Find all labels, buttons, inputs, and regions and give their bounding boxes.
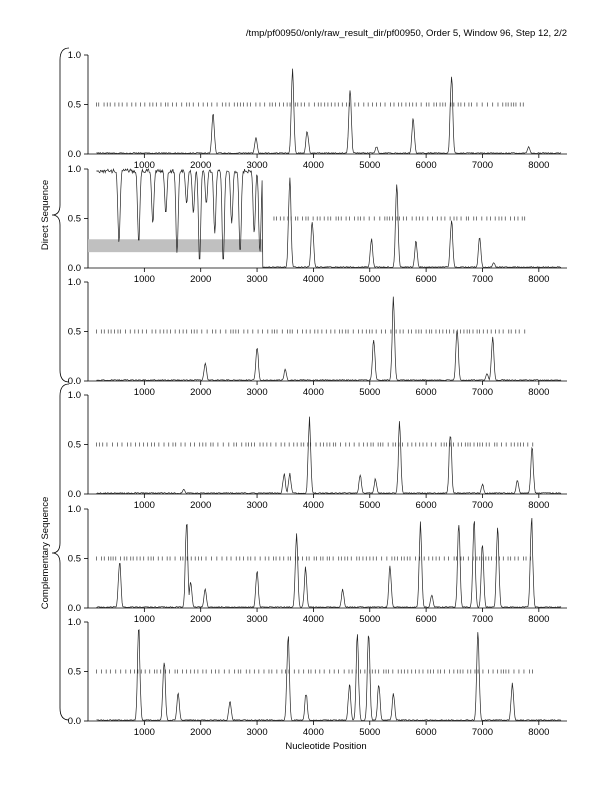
panel-axes (88, 395, 567, 494)
panel-4 (68, 390, 567, 511)
series-line (97, 630, 562, 721)
x-tick-label: 4000 (302, 614, 324, 625)
x-tick-label: 7000 (471, 500, 494, 511)
y-tick-label: 0.5 (67, 666, 81, 678)
x-tick-label: 6000 (415, 160, 437, 171)
panel-5 (68, 504, 567, 625)
y-tick-label: 0.0 (67, 149, 81, 160)
chart-panels (68, 50, 567, 738)
x-tick-label: 4000 (302, 160, 324, 171)
y-tick-label: 0.5 (67, 99, 81, 111)
y-tick-label: 0.0 (67, 716, 81, 727)
panel-1 (68, 50, 567, 171)
direct-sequence-label: Direct Sequence (40, 179, 51, 251)
x-tick-label: 8000 (528, 274, 550, 285)
x-tick-label: 2000 (190, 274, 212, 285)
x-axis-label: Nucleotide Position (285, 741, 367, 752)
x-tick-label: 5000 (359, 614, 381, 625)
y-tick-label: 0.5 (67, 326, 81, 338)
y-tick-label: 0.5 (67, 439, 81, 451)
panel-axes (88, 622, 567, 721)
y-tick-label: 1.0 (67, 504, 81, 515)
x-tick-label: 1000 (133, 274, 155, 285)
x-tick-label: 5000 (359, 500, 381, 511)
x-tick-label: 3000 (246, 160, 268, 171)
shaded-region (88, 239, 263, 252)
x-tick-label: 6000 (415, 274, 437, 285)
y-tick-label: 1.0 (67, 50, 81, 61)
complementary-sequence-label: Complementary Sequence (40, 496, 51, 610)
x-tick-label: 2000 (190, 387, 212, 398)
x-tick-label: 3000 (246, 500, 268, 511)
x-tick-label: 7000 (471, 160, 494, 171)
y-tick-label: 1.0 (67, 277, 81, 288)
y-tick-label: 1.0 (67, 164, 81, 175)
series-line (97, 69, 562, 154)
x-tick-label: 8000 (528, 160, 550, 171)
y-tick-label: 0.5 (67, 213, 81, 225)
series-line (97, 417, 562, 494)
y-tick-label: 0.0 (67, 263, 81, 274)
x-tick-label: 4000 (302, 387, 324, 398)
x-tick-label: 1000 (133, 160, 155, 171)
x-tick-label: 8000 (528, 500, 550, 511)
x-tick-label: 7000 (471, 727, 494, 738)
series-line (97, 518, 562, 608)
header-title: /tmp/pf00950/only/raw_result_dir/pf00950, Order 5, Window 96, Step 12, 2/2 (245, 28, 567, 39)
series-line (97, 297, 562, 381)
x-tick-label: 1000 (133, 727, 155, 738)
series-line (97, 169, 562, 268)
x-tick-label: 3000 (246, 614, 268, 625)
panel-3 (68, 277, 567, 398)
x-tick-label: 7000 (471, 614, 494, 625)
x-tick-label: 3000 (246, 274, 268, 285)
x-tick-label: 8000 (528, 727, 550, 738)
x-tick-label: 4000 (302, 500, 324, 511)
y-tick-label: 1.0 (67, 617, 81, 628)
direct-bracket (52, 48, 69, 382)
x-tick-label: 6000 (415, 614, 437, 625)
x-tick-label: 5000 (359, 160, 381, 171)
x-tick-label: 3000 (246, 387, 268, 398)
x-tick-label: 4000 (302, 727, 324, 738)
x-tick-label: 1000 (133, 614, 155, 625)
x-tick-label: 1000 (133, 500, 155, 511)
x-tick-label: 4000 (302, 274, 324, 285)
panel-6 (68, 617, 567, 738)
x-tick-label: 5000 (359, 387, 381, 398)
x-tick-label: 6000 (415, 727, 437, 738)
x-tick-label: 7000 (471, 387, 494, 398)
x-tick-label: 2000 (190, 727, 212, 738)
x-tick-label: 8000 (528, 387, 550, 398)
x-tick-label: 3000 (246, 727, 268, 738)
x-tick-label: 8000 (528, 614, 550, 625)
x-tick-label: 6000 (415, 500, 437, 511)
complementary-bracket (52, 384, 69, 720)
x-tick-label: 6000 (415, 387, 437, 398)
x-tick-label: 2000 (190, 160, 212, 171)
y-tick-label: 0.0 (67, 376, 81, 387)
y-tick-label: 1.0 (67, 390, 81, 401)
x-tick-label: 1000 (133, 387, 155, 398)
y-tick-label: 0.0 (67, 603, 81, 614)
x-tick-label: 2000 (190, 500, 212, 511)
y-tick-label: 0.0 (67, 489, 81, 500)
panel-2 (68, 164, 567, 285)
x-tick-label: 5000 (359, 727, 381, 738)
y-tick-label: 0.5 (67, 553, 81, 565)
x-tick-label: 2000 (190, 614, 212, 625)
x-tick-label: 5000 (359, 274, 381, 285)
x-tick-label: 7000 (471, 274, 494, 285)
